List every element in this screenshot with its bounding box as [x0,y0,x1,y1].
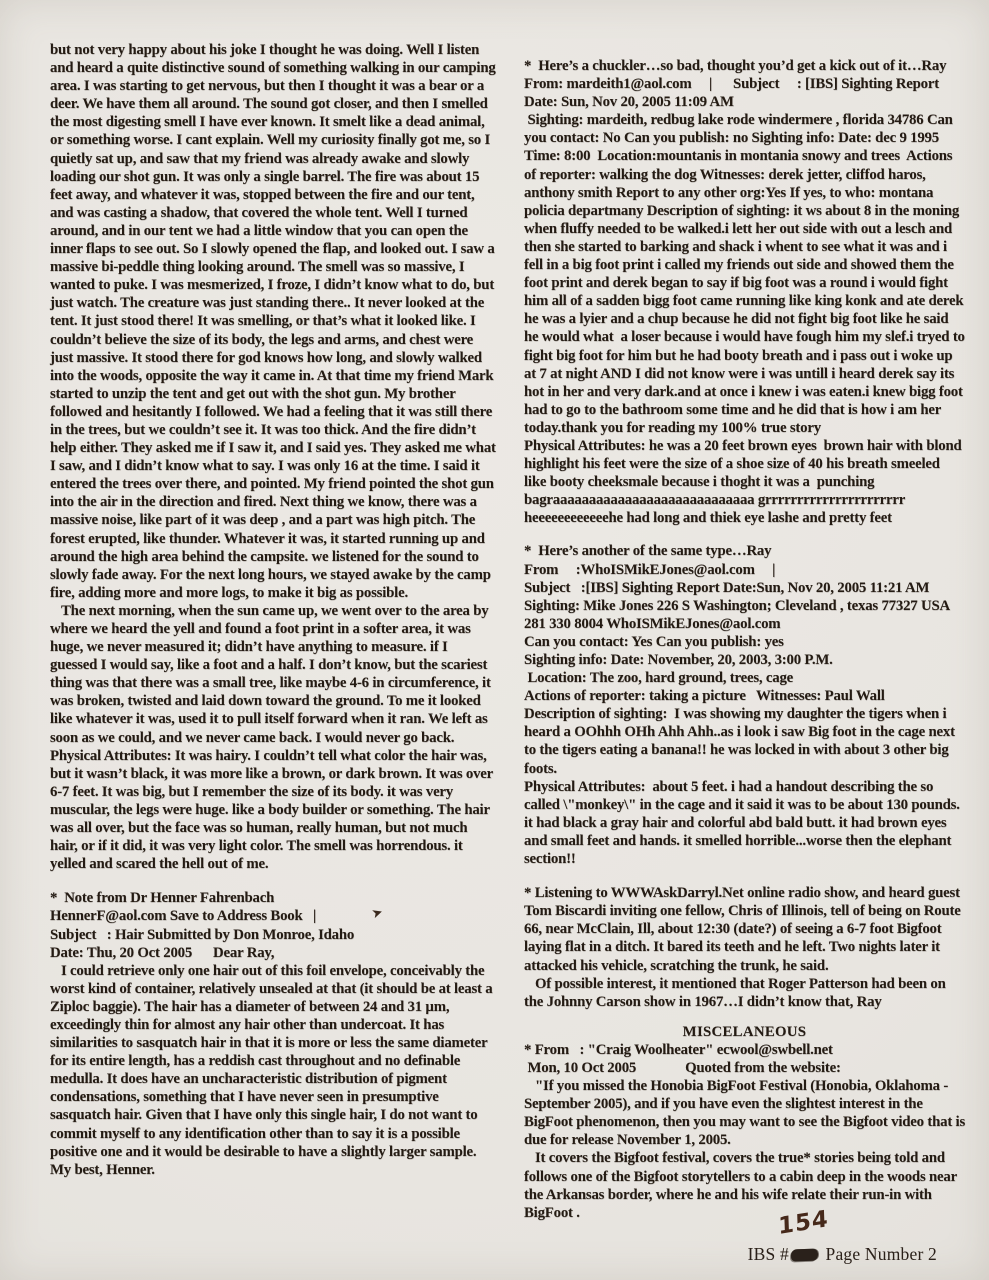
zoo-report-from-line: From :WhoISMikEJones@aol.com | [524,561,776,578]
miscellaneous-heading: MISCELANEOUS [682,1023,807,1040]
footer-suffix: Page Number 2 [820,1244,937,1264]
zoo-report-description: Description of sighting: I was showing my daughter the tigers when i heard a OOhhh OHh Ahh Ahh..as i look i saw Big foot in the cage next to the tigers eating a banana!! he was locked in with about 3 other big foots. [524,706,959,777]
chuckler-report-details: Sighting: mardeith, redbug lake rode windermere , florida 34786 Can you contact: No Can you publish: no Sighting info: Date: dec 9 1995 Time: 8:00 Location:mountanis in montania snowy and trees Actions of reporter: walking the dog Witnesses: derek jetter, cliffod haros, anthony smith Report to any other org:Yes If yes, to who: montana policia departmany Description of sighting: it ws about 8 in the moning when fluffy needed to be walked.i lett her out side with out a lesch and then she started to barking and shack i whent to see what it was and i fell in a big foot print i called my friends out side and showed them the foot print and derek began to say if big foot was a round i would fight him all of a sadden bigg foot came running like king konk and ate derek he was a lyier and a chup because he did not fight big foot like he said he would what a loser because i would have fough him my slef.i tryed to fight big foot for him but he had booty breath and i pass out i woke up at 7 at night AND I did not know were i was untill i heard derek say its hot in her and very dark.and at once i knew i was eaten.i knew bigg foot had to go to the bathroom some time and he did that is how i am her today.thank you for reading my 100% true story [524,112,969,436]
handwritten-arrow-icon: ➤ [369,904,385,923]
left-column [50,41,500,1179]
story-morning-paragraph: The next morning, when the sun came up, we went over to the area by where we heard the yell and found a foot print in a softer area, it was huge, we never measured it; didn’t have anything to measure. if I guessed I would say, like a foot and a half. I don’t know, but the scariest thing was that there was a small tree, like maybe 4-6 in circumference, it was broken, twisted and laid down toward the ground. To me it looked like whatever it was, used it to pull itself forward when it ran. We left as soon as we could, and we never came back. I would never go back. [50,602,495,746]
story-physical-attributes-paragraph: Physical Attributes: It was hairy. I couldn’t tell what color the hair was, but it wasn’t black, it was more like a brown, or dark brown. It was over 6-7 feet. It was big, but I remember the size of its body. it was very muscular, the legs were huge. like a body builder or something. The hair was all over, but the face was so human, really human, but not much hair, or if it did, it was very light color. The smell was horrendous. it yelled and scared the hell out of me. [50,747,497,873]
zoo-report-subject-line: Subject :[IBS] Sighting Report Date:Sun, Nov 20, 2005 11:21 AM Sighting: Mike Jones 226 S Washington; Cleveland , texas 77327 USA 281 330 8004 WhoISMikEJones@aol.com [524,579,957,632]
miscellaneous-date-line: Mon, 10 Oct 2005 Quoted from the website: [524,1059,841,1076]
radio-note-section [524,884,965,1011]
right-column [524,57,969,1222]
chuckler-report-intro: * Here’s a chuckler…so bad, thought you’d get a kick out of it…Ray From: mardeith1@aol.com | Subject : [IBS] Sighting Report Date: Sun, Nov 20, 2005 11:09 AM [524,58,961,111]
chuckler-report-physical-attributes: Physical Attributes: he was a 20 feet brown eyes brown hair with blond highlight his feet were the size of a shoe size of 40 his breath smeeled like booty cheeksmale because i thoght it was a punching bagraaaaaaaaaaaaaaaaaaaaaaaaaaaa grrrrrrrrrrrrrrrrrrrrrr heeeeeeeeeeeehe had long and thiek eye lashe and pretty feet [524,437,966,527]
page-footer [748,1244,937,1265]
henner-note-title: * Note from Dr Henner Fahrenbach [50,890,275,907]
redaction-mark [791,1249,818,1262]
story-continuation-paragraph: but not very happy about his joke I thought he was doing. Well I listen and heard a quite distinctive sound of something walking in our camping area. I was starting to get nervous, but then I thought it was a bear or a deer. We have them all around. The sound got closer, and then I smelled the most digesting smell I have ever known. It smelt like a dead animal, or something worse. I cant explain. Well my curiosity finally got me, so I quietly sat up, and saw that my friend was already awake and slowly loading our shot gun. It was only a single barrel. The fire was about 15 feet away, and whatever it was, stopped between the fire and our tent, and was casting a shadow, that covered the whole tent. Well I turned around, and in our tent we had a little window that you can open the inner flaps to see out. So I slowly opened the flap, and looked out. I saw a massive bi-peddle thing looking around. The smell was so massive, I wanted to puke. I was mesmerized, I froze, I didn’t know what to do, but just watch. The creature was just standing there.. It never looked at the tent. It just stood there! It was smelling, or that’s what it looked like. I couldn’t believe the size of its body, the legs and arms, and chest were just massive. It stood there for god knows how long, and slowly walked into the woods, opposite the way it came in. At that time my friend Mark started to unzip the tent and get out with the shot gun. My brother followed and hesitantly I followed. We had a feeling that it was still there in the trees, but we couldn’t see it. It was too thick. And the fire didn’t help either. They asked me if I saw it, and I said yes. They asked me what I saw, and I didn’t know what to say. I was only 16 at the time. I said it entered the trees over there, and pointed. My friend pointed the shot gun into the air in the direction and fired. Next thing we know, there was a massive noise, like part of it was deep , and a part was high pitch. The forest erupted, like thunder. Whatever it was, it started running up and around the high area behind the campsite. we listened for the sound to slowly fade away. For the next long hours, we stayed awake by the camp fire, adding more and more logs, to make it big as possible. [50,42,500,601]
zoo-report-section [524,542,965,868]
handwritten-issue-number: 154 [777,1205,830,1241]
zoo-report-info-line: Sighting info: Date: November, 20, 2003, 3:00 P.M. [524,652,833,668]
henner-note-subject-line: Subject : Hair Submitted by Don Monroe, Idaho [50,926,355,943]
radio-note-paragraph: * Listening to WWWAskDarryl.Net online radio show, and heard guest Tom Biscardi inviting one fellow, Chris of Illinois, tell of being on Route 66, near McClain, Ill, about 12:30 (date?) of seeing a 6-7 foot Bigfoot laying flat in a ditch. It bared its teeth and he left. Two nights later it attacked his vehicle, scratching the trunk, he said. [524,885,965,974]
footer-prefix: IBS # [747,1244,789,1264]
henner-note-date-line: Date: Thu, 20 Oct 2005 Dear Ray, [50,944,275,961]
henner-note-section [50,889,497,1179]
zoo-report-physical-attributes: Physical Attributes: about 5 feet. i had a handout describing the so called \"monkey\" in the cage and it said it was to be about 130 pounds. it had black a gray hair and colorful abd bald butt. it had brown eyes and small feet and hands. it smelled horrible...worse then the elephant section!! [524,778,964,868]
miscellaneous-festival-paragraph: It covers the Bigfoot festival, covers the true* stories being told and follows one of the Bigfoot storytellers to a cabin deep in the woods near the Arkansas border, where he and his wife relate their run-in with BigFoot . [524,1150,961,1221]
zoo-report-actions-line: Actions of reporter: taking a picture Witnesses: Paul Wall [524,688,885,705]
henner-note-email-line: HennerF@aol.com Save to Address Book | [50,908,317,925]
zoo-report-intro: * Here’s another of the same type…Ray [524,543,772,560]
miscellaneous-from-line: * From : "Craig Woolheater" ecwool@swbell.net [524,1041,833,1058]
zoo-report-location-line: Location: The zoo, hard ground, trees, cage [524,670,794,687]
miscellaneous-section [524,1023,969,1222]
zoo-report-contact-line: Can you contact: Yes Can you publish: yes [524,633,784,650]
miscellaneous-quote-paragraph: "If you missed the Honobia BigFoot Festival (Honobia, Oklahoma - September 2005), and if you have even the slightest interest in the BigFoot phenomenon, then you may want to see the Bigfoot video that is due for release November 1, 2005. [524,1078,969,1149]
radio-note-patterson-paragraph: Of possible interest, it mentioned that Roger Patterson had been on the Johnny Carson show in 1967…I didn’t know that, Ray [524,975,950,1010]
henner-note-body: I could retrieve only one hair out of this foil envelope, conceivably the worst kind of container, relatively unsealed at that (it should be at least a Ziploc baggie). The hair has a diameter of between 24 and 31 µm, exceedingly thin for almost any hair other than undercoat. It has similarities to sasquatch hair in that it is more or less the same diameter for its entire length, has a reddish cast throughout and no definable medulla. It does have an uncharacteristic distribution of pigment condensations, something that I have never seen in presumptive sasquatch hair. Given that I have only this single hair, I do not want to commit myself to any identification other than to say it is a possible positive one and it would be desirable to have a slightly larger sample. My best, Henner. [50,962,496,1178]
